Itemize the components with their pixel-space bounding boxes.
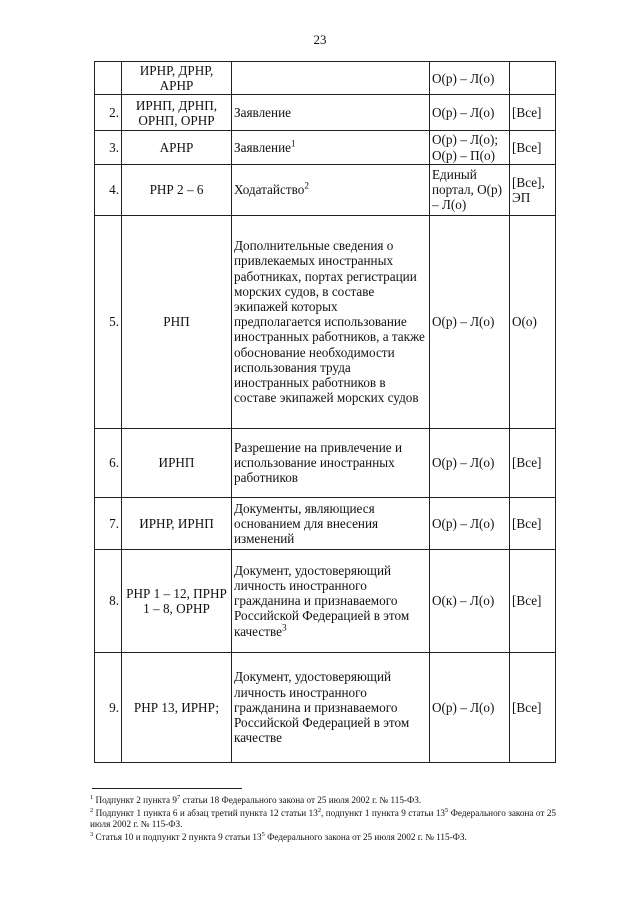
table-row (95, 95, 556, 131)
row-document: Дополнительные сведения о привлекаемых иностранных работниках, портах регистрации морских судов, в составе экипажей которых предполагается использование иностранных работников, а также обоснование необходимости использования труда иностранных работников в составе экипажей морских судов (232, 215, 430, 428)
table-row (95, 652, 556, 762)
row-codes: РНР 13, ИРНР; (122, 652, 232, 762)
row-number: 4. (95, 164, 122, 215)
row-receiver: [Все] (510, 652, 556, 762)
row-source: О(р) – Л(о) (430, 428, 510, 497)
row-document: Документ, удостоверяющий личность иностранного гражданина и признаваемого Российской Федерацией в этом качестве (232, 652, 430, 762)
row-receiver: [Все] (510, 131, 556, 164)
documents-table (94, 61, 556, 763)
row-receiver (510, 62, 556, 95)
footnotes (90, 795, 556, 844)
row-document (232, 62, 430, 95)
row-document: Документ, удостоверяющий личность иностранного гражданина и признаваемого Российской Федерацией в этом качестве$^3$ (232, 549, 430, 652)
row-source: О(р) – Л(о) (430, 652, 510, 762)
row-number: 3. (95, 131, 122, 164)
row-document: Разрешение на привлечение и использование иностранных работников (232, 428, 430, 497)
table-row (95, 62, 556, 95)
row-receiver: [Все] (510, 549, 556, 652)
row-source: О(р) – Л(о) (430, 62, 510, 95)
row-receiver: [Все], ЭП (510, 164, 556, 215)
row-source: О(р) – Л(о) (430, 95, 510, 131)
footnote: $^1$ Подпункт 2 пункта $9^7$ статьи 18 Федерального закона от 25 июля 2002 г. № 115-ФЗ. (90, 793, 422, 805)
row-number: 7. (95, 497, 122, 549)
row-document: Заявление$^1$ (232, 131, 430, 164)
row-receiver: О(о) (510, 215, 556, 428)
row-source: О(р) – Л(о); О(р) – П(о) (430, 131, 510, 164)
row-number: 8. (95, 549, 122, 652)
row-codes: РНР 1 – 12, ПРНР 1 – 8, ОРНР (122, 549, 232, 652)
row-number: 2. (95, 95, 122, 131)
footnote: $^2$ Подпункт 1 пункта 6 и абзац третий пункта 12 статьи $13^2$, подпункт 1 пункта 9 статьи $13^5$ Федерального закона от 25 июля 2002 г. № 115-ФЗ. (90, 806, 557, 830)
row-source: О(к) – Л(о) (430, 549, 510, 652)
row-codes: ИРНП, ДРНП, ОРНП, ОРНР (122, 95, 232, 131)
row-number (95, 62, 122, 95)
footnote-divider (92, 788, 242, 789)
row-codes: РНР 2 – 6 (122, 164, 232, 215)
table-row (95, 428, 556, 497)
table-row (95, 164, 556, 215)
row-receiver: [Все] (510, 95, 556, 131)
page-number: 23 (313, 32, 327, 47)
footnote: $^3$ Статья 10 и подпункт 2 пункта 9 статьи $13^5$ Федерального закона от 25 июля 2002 г. № 115-ФЗ. (90, 830, 467, 842)
row-codes: РНП (122, 215, 232, 428)
row-source: Единый портал, О(р) – Л(о) (430, 164, 510, 215)
table-row (95, 215, 556, 428)
row-document: Документы, являющиеся основанием для внесения изменений (232, 497, 430, 549)
row-codes: ИРНР, ДРНР, АРНР (122, 62, 232, 95)
row-receiver: [Все] (510, 428, 556, 497)
row-number: 5. (95, 215, 122, 428)
table-row (95, 549, 556, 652)
row-receiver: [Все] (510, 497, 556, 549)
row-source: О(р) – Л(о) (430, 215, 510, 428)
row-codes: ИРНР, ИРНП (122, 497, 232, 549)
row-source: О(р) – Л(о) (430, 497, 510, 549)
table-row (95, 497, 556, 549)
table-row (95, 131, 556, 164)
row-document: Заявление (232, 95, 430, 131)
row-codes: ИРНП (122, 428, 232, 497)
row-number: 9. (95, 652, 122, 762)
row-number: 6. (95, 428, 122, 497)
row-codes: АРНР (122, 131, 232, 164)
row-document: Ходатайство$^2$ (232, 164, 430, 215)
